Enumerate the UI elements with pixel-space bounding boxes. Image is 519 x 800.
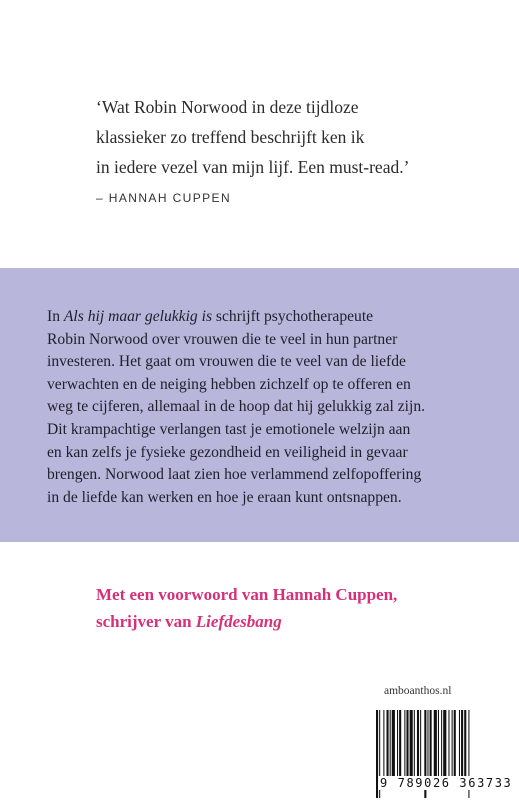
- foreword-prefix: schrijver van: [96, 612, 196, 631]
- blurb-prefix: In: [47, 308, 64, 325]
- blurb-line: Dit krampachtige verlangen tast je emotionele welzijn aan: [47, 420, 411, 438]
- quote-line: in iedere vezel van mijn lijf. Een must-read.’: [96, 157, 410, 177]
- blurb-line: en kan zelfs je fysieke gezondheid en veiligheid in gevaar: [47, 443, 408, 461]
- blurb-line: [47, 306, 487, 329]
- publisher-url: amboanthos.nl: [384, 685, 452, 697]
- foreword-line: [96, 608, 496, 635]
- book-blurb: [47, 306, 487, 509]
- blurb-line: weg te cijferen, allemaal in de hoop dat hij gelukkig zal zijn.: [47, 398, 426, 416]
- quote-attribution: – HANNAH CUPPEN: [96, 191, 232, 205]
- foreword-note: [96, 581, 496, 635]
- blurb-suffix: schrijft psychotherapeute: [212, 308, 374, 325]
- back-cover-quote: [96, 92, 476, 182]
- foreword-line: Met een voorwoord van Hannah Cuppen,: [96, 585, 398, 604]
- quote-line: ‘Wat Robin Norwood in deze tijdloze: [96, 97, 359, 117]
- blurb-line: verwachten en de neiging hebben zichzelf op te offeren en: [47, 375, 411, 393]
- blurb-line: in de liefde kan werken en hoe je eraan kunt ontsnappen.: [47, 488, 402, 506]
- blurb-line: investeren. Het gaat om vrouwen die te veel van de liefde: [47, 353, 406, 371]
- book-title: Als hij maar gelukkig is: [63, 308, 213, 325]
- blurb-line: brengen. Norwood laat zien hoe verlammend zelfopoffering: [47, 466, 422, 484]
- isbn-number: 9 789026 363733: [380, 776, 513, 790]
- referenced-book-title: Liefdesbang: [195, 612, 282, 631]
- quote-line: klassieker zo treffend beschrijft ken ik: [96, 127, 365, 147]
- blurb-line: Robin Norwood over vrouwen die te veel in hun partner: [47, 330, 398, 348]
